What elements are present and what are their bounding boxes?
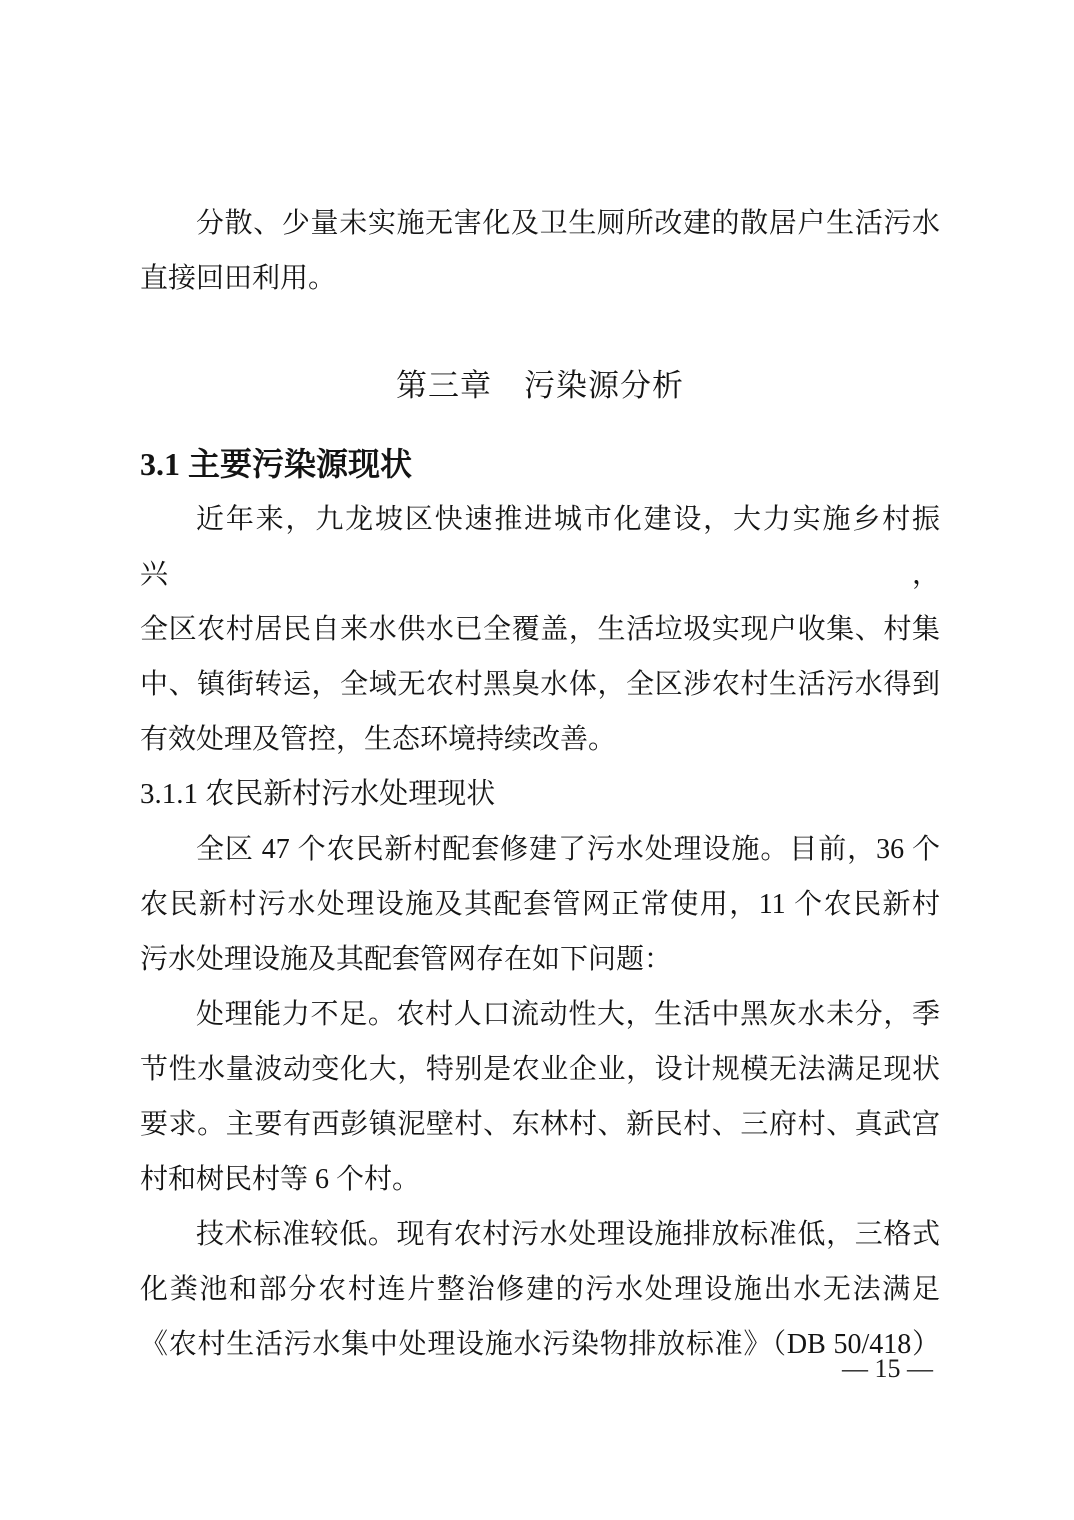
- paragraph-overview: [140, 492, 940, 767]
- paragraph-facilities: [140, 822, 940, 987]
- text-line: 分散、少量未实施无害化及卫生厕所改建的散居户生活污水: [196, 208, 940, 239]
- text-line: 污水处理设施及其配套管网存在如下问题：: [140, 944, 673, 975]
- text-line: 化粪池和部分农村连片整治修建的污水处理设施出水无法满足: [140, 1274, 940, 1305]
- text-line: 《农村生活污水集中处理设施水污染物排放标准》（DB 50/418）: [140, 1329, 940, 1360]
- paragraph-capacity: [140, 987, 940, 1207]
- page-footer: [790, 1349, 985, 1389]
- text-line: 全区农村居民自来水供水已全覆盖，生活垃圾实现户收集、村集: [140, 614, 940, 645]
- document-content: [140, 196, 940, 1372]
- text-line: 全区 47 个农民新村配套修建了污水处理设施。目前，36 个: [196, 834, 940, 865]
- paragraph-standards: [140, 1207, 940, 1372]
- page-number: — 15 —: [842, 1354, 933, 1383]
- chapter-heading: 第三章 污染源分析: [396, 368, 684, 403]
- text-line: 技术标准较低。现有农村污水处理设施排放标准低，三格式: [196, 1219, 940, 1250]
- text-line: 节性水量波动变化大，特别是农业企业，设计规模无法满足现状: [140, 1054, 940, 1085]
- text-line: 村和树民村等 6 个村。: [140, 1164, 421, 1195]
- text-line: 要求。主要有西彭镇泥壁村、东林村、新民村、三府村、真武宫: [140, 1109, 940, 1140]
- text-line: 中、镇街转运，全域无农村黑臭水体，全区涉农村生活污水得到: [140, 669, 940, 700]
- text-line: 有效处理及管控，生态环境持续改善。: [140, 724, 617, 755]
- subsection-heading: 3.1.1 农民新村污水处理现状: [140, 778, 496, 810]
- paragraph-carryover: [140, 196, 940, 306]
- section-heading: 3.1 主要污染源现状: [140, 446, 413, 482]
- text-line: 处理能力不足。农村人口流动性大，生活中黑灰水未分，季: [196, 999, 940, 1030]
- text-line: 直接回田利用。: [140, 263, 337, 294]
- text-line: 农民新村污水处理设施及其配套管网正常使用，11 个农民新村: [140, 889, 940, 920]
- text-line: 近年来，九龙坡区快速推进城市化建设，大力实施乡村振兴，: [140, 504, 940, 590]
